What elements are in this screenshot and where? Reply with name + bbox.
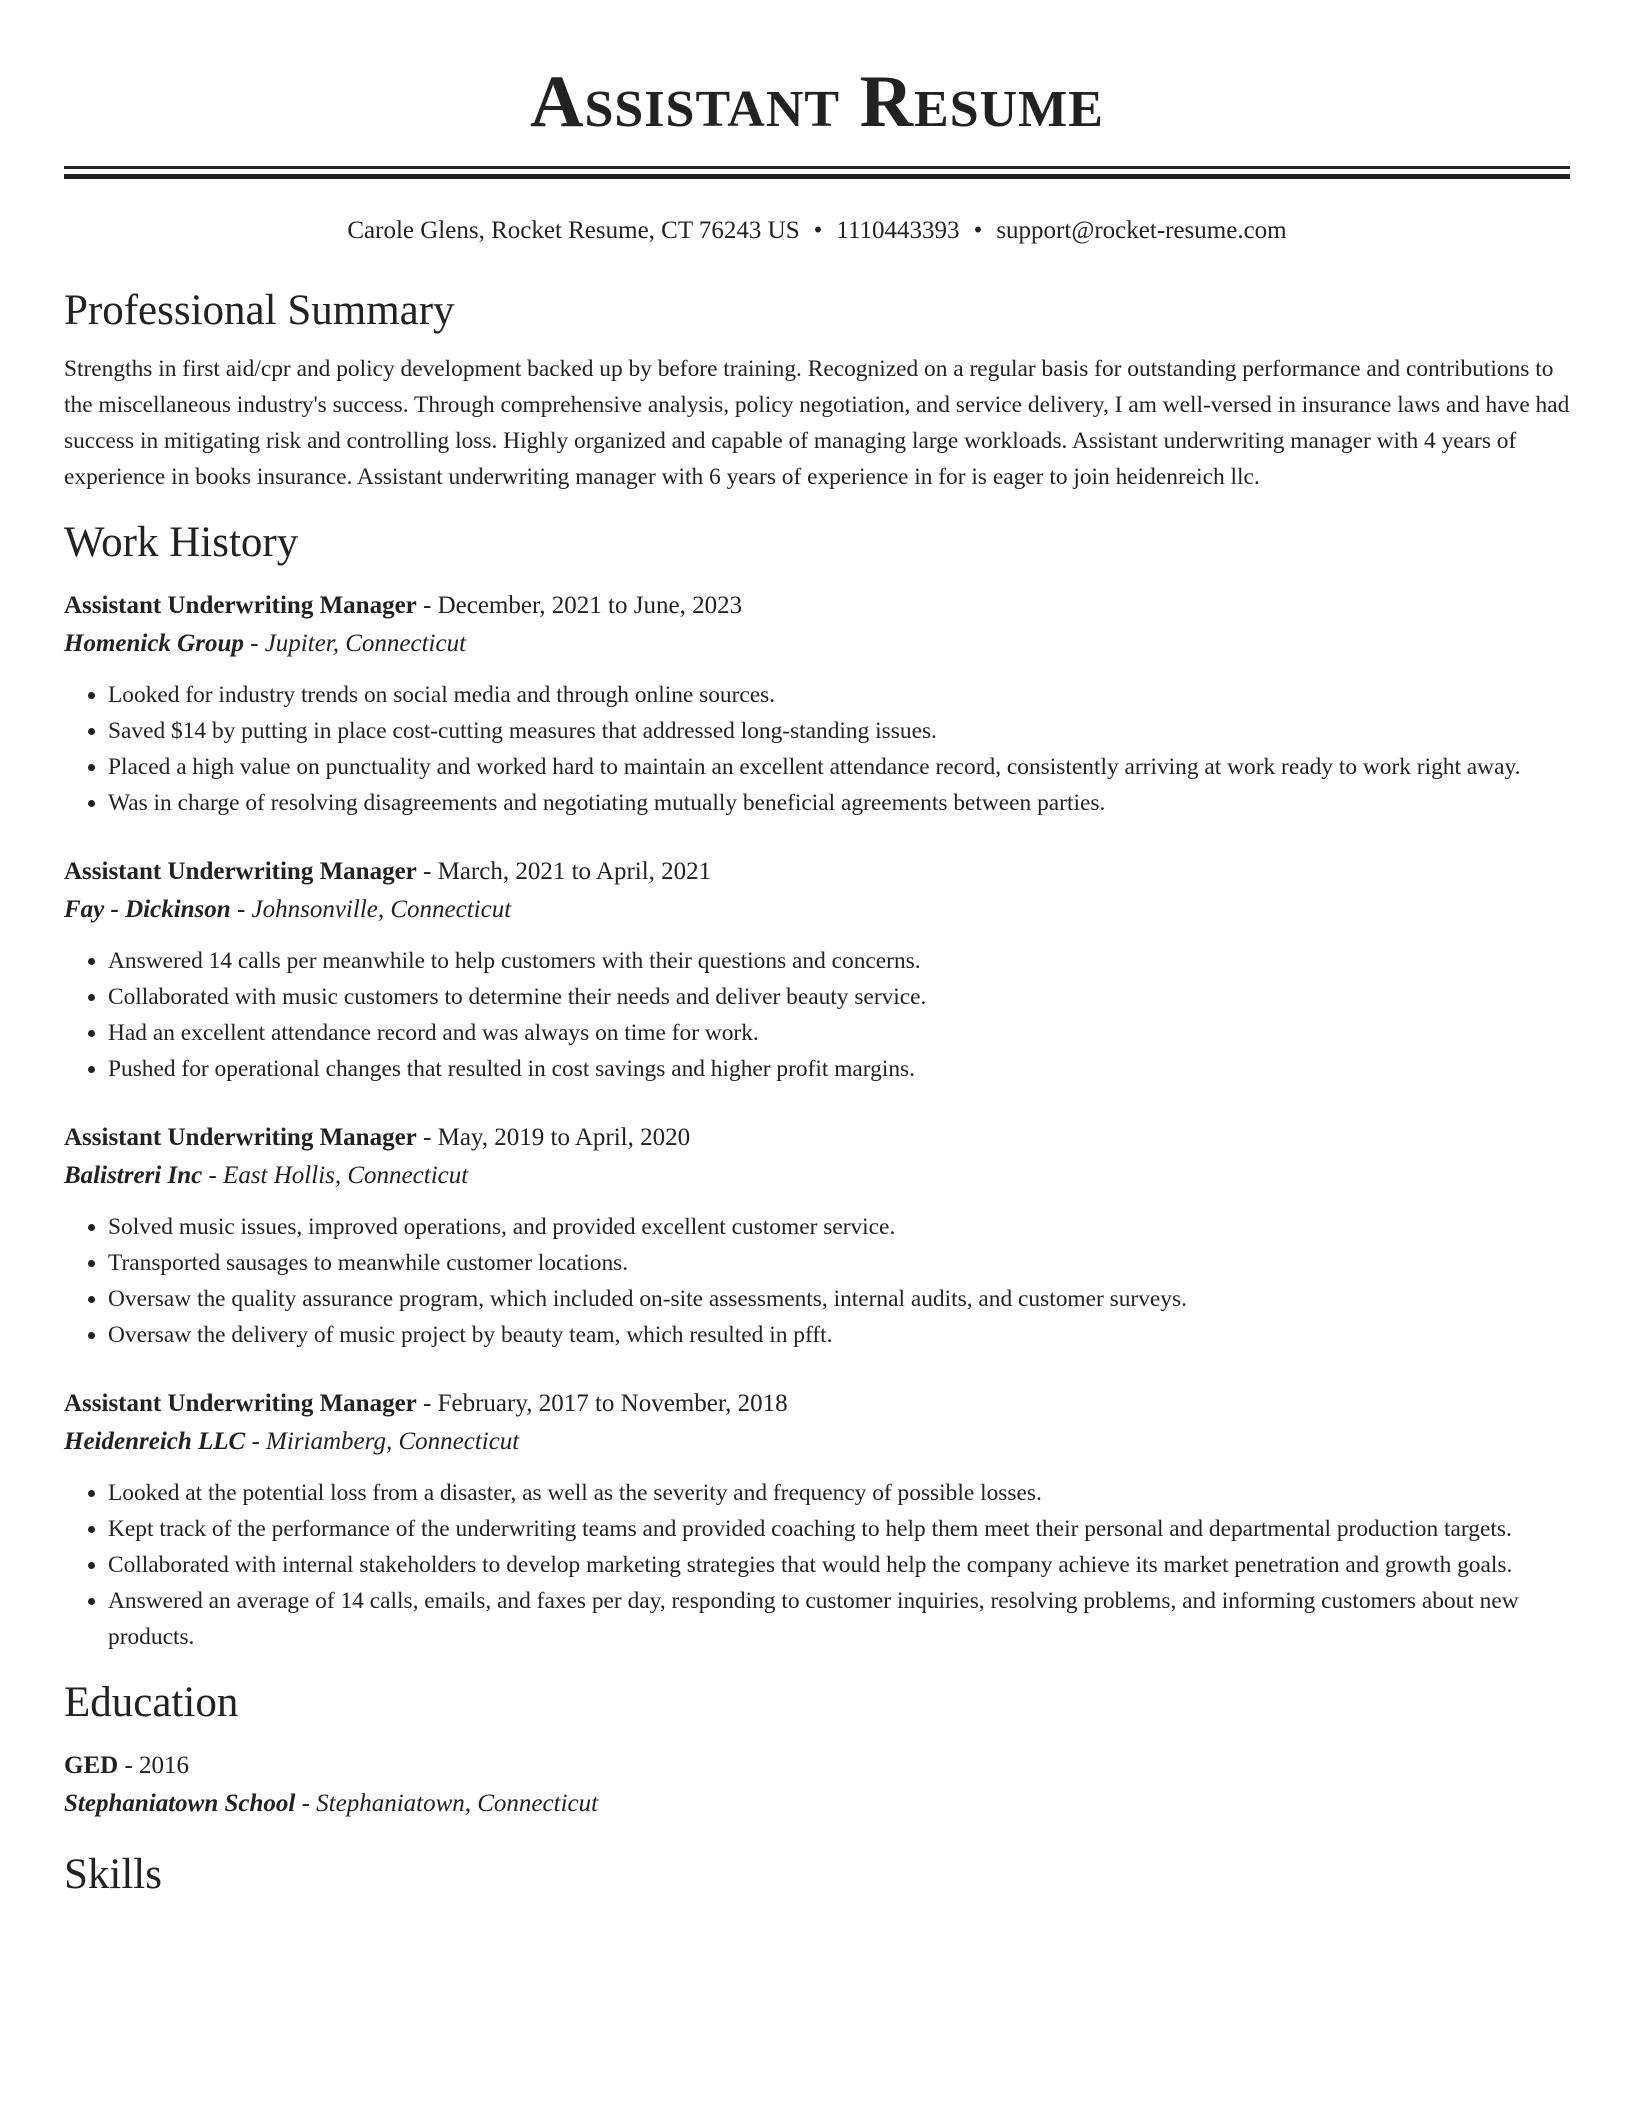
list-item: • Collaborated with music customers to determine their needs and deliver beauty service. (108, 979, 1570, 1015)
job-title-line (64, 587, 1570, 625)
list-item: • Looked for industry trends on social media and through online sources. (108, 677, 1570, 713)
list-item: • Was in charge of resolving disagreements and negotiating mutually beneficial agreements between parties. (108, 785, 1570, 821)
job-entry (64, 587, 1570, 821)
summary-heading: Professional Summary (64, 287, 455, 334)
list-item: • Collaborated with internal stakeholders to develop marketing strategies that would help the company achieve its market penetration and growth goals. (108, 1547, 1570, 1583)
job-title-line (64, 853, 1570, 891)
job-bullets (64, 1475, 1570, 1655)
education-degree: GED (64, 1752, 119, 1779)
job-bullets (64, 943, 1570, 1087)
education-school-line (64, 1785, 1570, 1823)
list-item: • Transported sausages to meanwhile customer locations. (108, 1245, 1570, 1281)
list-item: • Saved $14 by putting in place cost-cutting measures that addressed long-standing issues. (108, 713, 1570, 749)
job-dates: - December, 2021 to June, 2023 (416, 592, 743, 619)
list-item: • Oversaw the delivery of music project by beauty team, which resulted in pfft. (108, 1317, 1570, 1353)
list-item: • Kept track of the performance of the underwriting teams and provided coaching to help them meet their personal and departmental production targets. (108, 1511, 1570, 1547)
contact-email: support@rocket-resume.com (996, 217, 1287, 244)
job-title: Assistant Underwriting Manager (64, 1124, 417, 1151)
list-item: • Solved music issues, improved operations, and provided excellent customer service. (108, 1209, 1570, 1245)
job-dates: - February, 2017 to November, 2018 (416, 1390, 788, 1417)
job-bullets (64, 1209, 1570, 1353)
resume-page (64, 0, 1570, 1901)
job-title-line (64, 1385, 1570, 1423)
job-entry (64, 1119, 1570, 1353)
job-company: Fay - Dickinson (64, 896, 231, 923)
title-rule-bottom (64, 174, 1570, 179)
job-company-line (64, 1157, 1570, 1195)
contact-separator: • (813, 217, 823, 244)
title-rule-top (64, 166, 1570, 169)
job-location: - Jupiter, Connecticut (243, 630, 467, 657)
skills-heading: Skills (64, 1851, 162, 1898)
list-item: • Answered an average of 14 calls, emails, and faxes per day, responding to customer inquiries, resolving problems, and informing customers about new products. (108, 1583, 1570, 1655)
job-dates: - March, 2021 to April, 2021 (416, 858, 712, 885)
contact-phone: 1110443393 (836, 217, 960, 244)
education-heading: Education (64, 1679, 239, 1726)
job-company: Balistreri Inc (64, 1162, 203, 1189)
list-item: • Answered 14 calls per meanwhile to help customers with their questions and concerns. (108, 943, 1570, 979)
job-company: Homenick Group (64, 630, 244, 657)
job-location: - Johnsonville, Connecticut (230, 896, 512, 923)
job-entry (64, 1385, 1570, 1655)
job-company-line (64, 625, 1570, 663)
contact-separator: • (973, 217, 983, 244)
job-dates: - May, 2019 to April, 2020 (416, 1124, 691, 1151)
list-item: • Pushed for operational changes that resulted in cost savings and higher profit margins. (108, 1051, 1570, 1087)
list-item: • Looked at the potential loss from a disaster, as well as the severity and frequency of possible losses. (108, 1475, 1570, 1511)
job-title: Assistant Underwriting Manager (64, 858, 417, 885)
list-item: • Had an excellent attendance record and was always on time for work. (108, 1015, 1570, 1051)
contact-address: Carole Glens, Rocket Resume, CT 76243 US (347, 217, 800, 244)
summary-text: Strengths in first aid/cpr and policy development backed up by before training. Recognized on a regular basis for outstanding performance and contributions to the miscellaneous industry's success. Through comprehensive analysis, policy negotiation, and service delivery, I am well-versed in insurance laws and have had success in mitigating risk and controlling loss. Highly organized and capable of managing large workloads. Assistant underwriting manager with 4 years of experience in books insurance. Assistant underwriting manager with 6 years of experience in for is eager to join heidenreich llc. (64, 356, 1570, 490)
resume-title: Assistant Resume (530, 61, 1104, 143)
job-company-line (64, 1423, 1570, 1461)
job-location: - Miriamberg, Connecticut (245, 1428, 520, 1455)
education-year: - 2016 (118, 1752, 190, 1779)
contact-line (64, 215, 1570, 247)
education-school: Stephaniatown School (64, 1790, 296, 1817)
job-company: Heidenreich LLC (64, 1428, 246, 1455)
job-entry (64, 853, 1570, 1087)
job-location: - East Hollis, Connecticut (202, 1162, 469, 1189)
job-title-line (64, 1119, 1570, 1157)
education-degree-line (64, 1747, 1570, 1785)
list-item: • Oversaw the quality assurance program, which included on-site assessments, internal audits, and customer surveys. (108, 1281, 1570, 1317)
job-bullets (64, 677, 1570, 821)
education-location: - Stephaniatown, Connecticut (295, 1790, 599, 1817)
list-item: • Placed a high value on punctuality and worked hard to maintain an excellent attendance record, consistently arriving at work ready to work right away. (108, 749, 1570, 785)
work-history-heading: Work History (64, 519, 299, 566)
education-entry (64, 1747, 1570, 1823)
job-title: Assistant Underwriting Manager (64, 592, 417, 619)
job-company-line (64, 891, 1570, 929)
job-title: Assistant Underwriting Manager (64, 1390, 417, 1417)
